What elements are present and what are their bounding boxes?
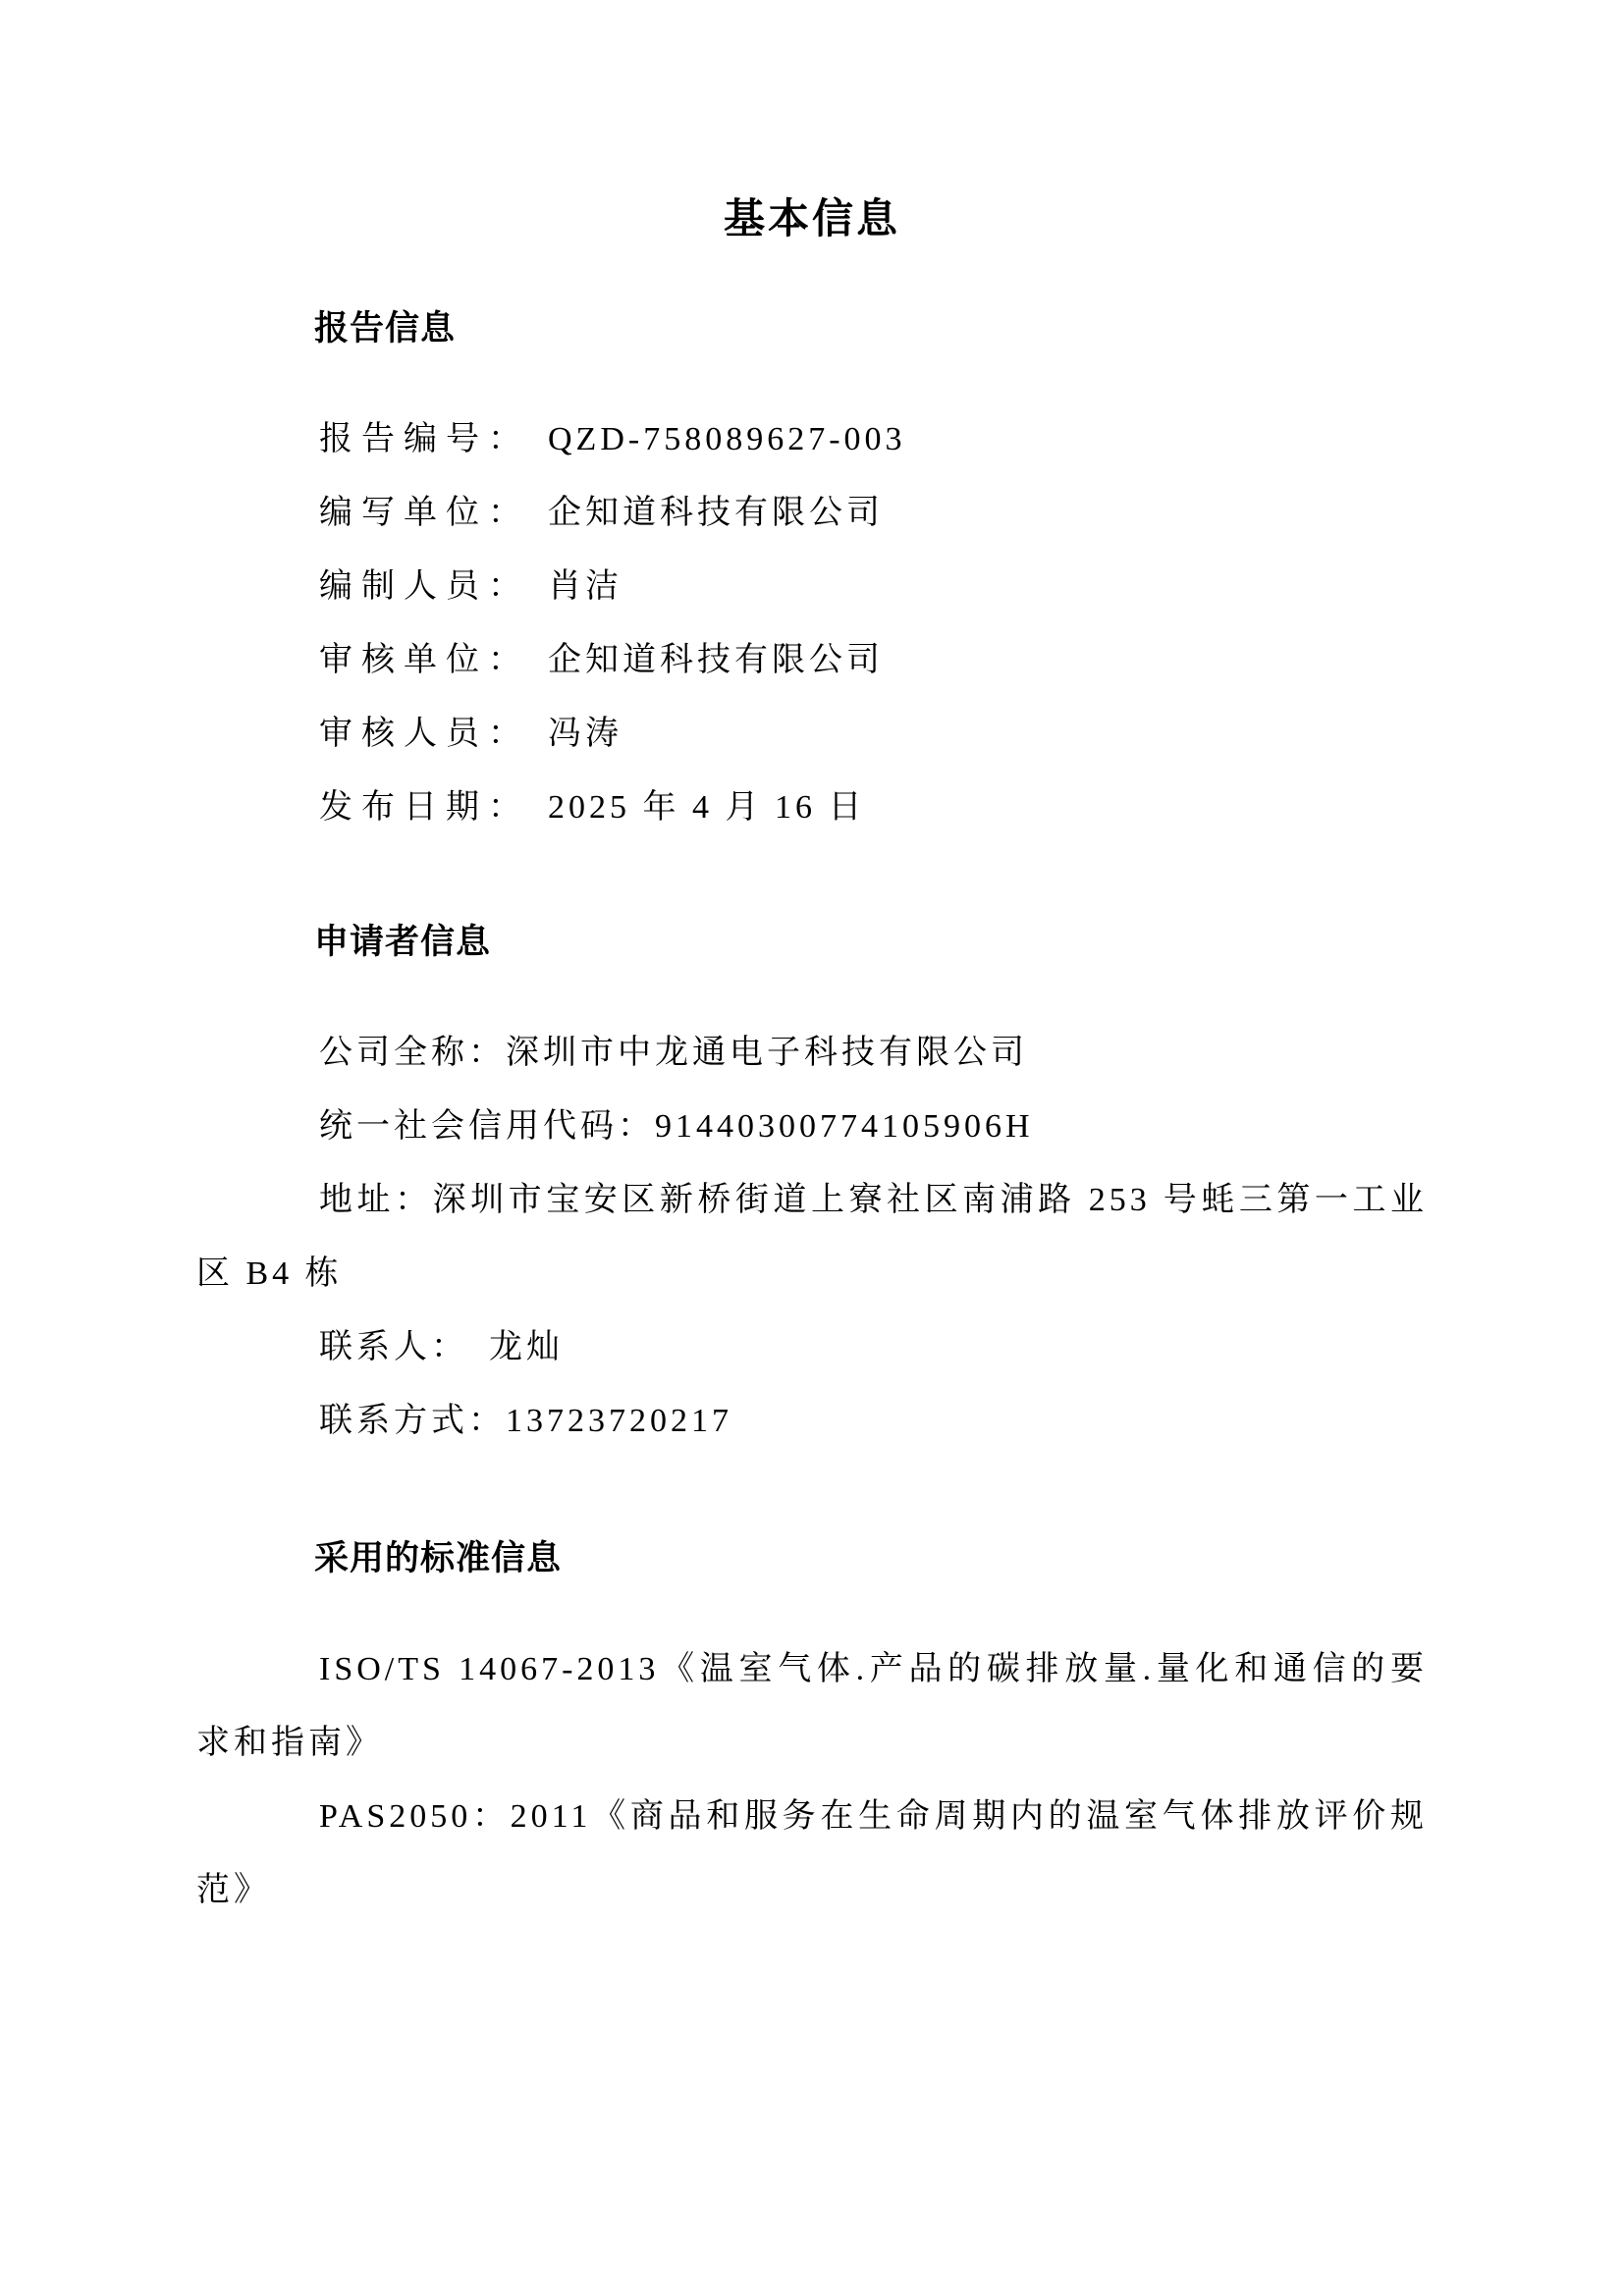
credit-code-paragraph: 统一社会信用代码：91440300774105906H <box>319 1108 1034 1145</box>
standards-info-paragraphs <box>196 1632 1428 1927</box>
applicant-info-section <box>196 923 1428 1458</box>
standards-info-section <box>196 1539 1428 1927</box>
review-person-value: 冯涛 <box>548 716 623 752</box>
page-title: 基本信息 <box>723 195 900 241</box>
company-name-paragraph: 公司全称：深圳市中龙通电子科技有限公司 <box>319 1035 1028 1071</box>
publish-date-value: 2025 年 4 月 16 日 <box>548 789 866 826</box>
address-paragraph: 地址：深圳市宝安区新桥街道上寮社区南浦路 253 号蚝三第一工业区 B4 栋 <box>196 1182 1428 1292</box>
author-person-label: 编制人员： <box>319 568 530 605</box>
contact-person-paragraph: 联系人： 龙灿 <box>319 1329 564 1365</box>
report-info-heading: 报告信息 <box>314 309 457 347</box>
contact-phone-paragraph: 联系方式：13723720217 <box>319 1403 732 1439</box>
author-person-row <box>196 550 1428 623</box>
report-number-label: 报告编号： <box>319 421 530 457</box>
applicant-info-heading: 申请者信息 <box>314 923 492 961</box>
publish-date-row <box>196 771 1428 844</box>
author-unit-row <box>196 476 1428 550</box>
report-info-section <box>196 309 1428 844</box>
author-unit-value: 企知道科技有限公司 <box>548 495 884 531</box>
report-number-row <box>196 402 1428 476</box>
review-unit-value: 企知道科技有限公司 <box>548 642 884 678</box>
review-unit-row <box>196 623 1428 697</box>
author-unit-label: 编写单位： <box>319 495 530 531</box>
author-person-value: 肖洁 <box>548 568 623 605</box>
applicant-info-paragraphs <box>196 1016 1428 1458</box>
standards-info-heading: 采用的标准信息 <box>314 1539 563 1577</box>
review-person-row <box>196 697 1428 771</box>
review-unit-label: 审核单位： <box>319 642 530 678</box>
standard-pas-paragraph: PAS2050：2011《商品和服务在生命周期内的温室气体排放评价规范》 <box>196 1798 1428 1908</box>
review-person-label: 审核人员： <box>319 716 530 752</box>
publish-date-label: 发布日期： <box>319 789 530 826</box>
report-number-value: QZD-758089627-003 <box>548 421 906 457</box>
report-info-rows <box>196 402 1428 844</box>
standard-iso-paragraph: ISO/TS 14067-2013《温室气体.产品的碳排放量.量化和通信的要求和指南》 <box>196 1651 1428 1761</box>
